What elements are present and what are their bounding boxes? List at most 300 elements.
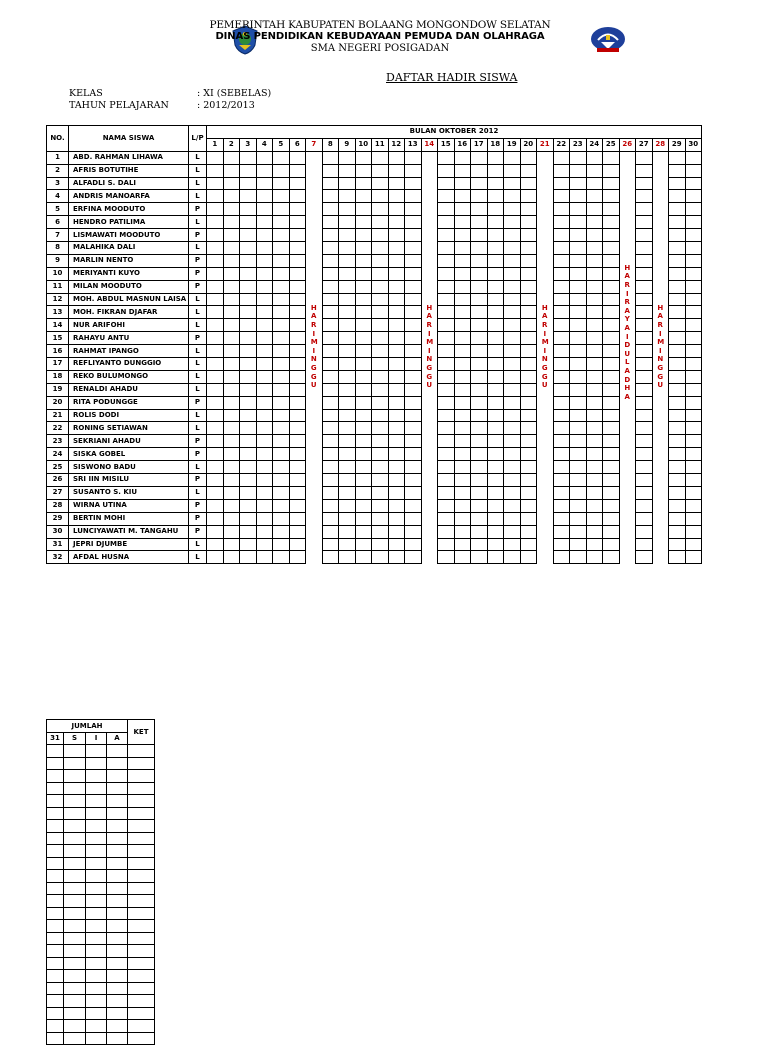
attendance-cell[interactable] (207, 254, 224, 267)
attendance-cell[interactable] (405, 422, 422, 435)
attendance-cell[interactable] (240, 345, 257, 358)
attendance-cell[interactable] (405, 525, 422, 538)
attendance-cell[interactable] (636, 332, 653, 345)
attendance-cell[interactable] (289, 280, 306, 293)
attendance-cell[interactable] (471, 370, 488, 383)
attendance-cell[interactable] (520, 151, 537, 164)
attendance-cell[interactable] (339, 499, 356, 512)
attendance-cell[interactable] (223, 190, 240, 203)
attendance-cell[interactable] (322, 293, 339, 306)
attendance-cell[interactable] (636, 358, 653, 371)
attendance-cell[interactable] (685, 525, 702, 538)
attendance-cell[interactable] (240, 512, 257, 525)
attendance-cell[interactable] (553, 177, 570, 190)
attendance-cell[interactable] (669, 512, 686, 525)
attendance-cell[interactable] (322, 332, 339, 345)
attendance-cell[interactable] (289, 177, 306, 190)
summary-cell[interactable] (128, 907, 155, 920)
attendance-cell[interactable] (487, 512, 504, 525)
attendance-cell[interactable] (388, 538, 405, 551)
attendance-cell[interactable] (405, 190, 422, 203)
attendance-cell[interactable] (405, 177, 422, 190)
attendance-cell[interactable] (636, 370, 653, 383)
attendance-cell[interactable] (504, 474, 521, 487)
attendance-cell[interactable] (553, 319, 570, 332)
attendance-cell[interactable] (405, 306, 422, 319)
attendance-cell[interactable] (487, 525, 504, 538)
summary-cell[interactable] (107, 1032, 128, 1045)
attendance-cell[interactable] (603, 177, 620, 190)
attendance-cell[interactable] (471, 164, 488, 177)
attendance-cell[interactable] (355, 190, 372, 203)
attendance-cell[interactable] (240, 422, 257, 435)
attendance-cell[interactable] (454, 474, 471, 487)
attendance-cell[interactable] (372, 486, 389, 499)
summary-cell[interactable] (47, 907, 64, 920)
attendance-cell[interactable] (388, 164, 405, 177)
attendance-cell[interactable] (207, 151, 224, 164)
attendance-cell[interactable] (471, 474, 488, 487)
attendance-cell[interactable] (339, 383, 356, 396)
attendance-cell[interactable] (273, 409, 290, 422)
attendance-cell[interactable] (223, 216, 240, 229)
attendance-cell[interactable] (289, 293, 306, 306)
attendance-cell[interactable] (339, 409, 356, 422)
attendance-cell[interactable] (405, 164, 422, 177)
attendance-cell[interactable] (372, 409, 389, 422)
attendance-cell[interactable] (438, 319, 455, 332)
attendance-cell[interactable] (273, 151, 290, 164)
attendance-cell[interactable] (504, 293, 521, 306)
attendance-cell[interactable] (454, 358, 471, 371)
attendance-cell[interactable] (504, 435, 521, 448)
attendance-cell[interactable] (586, 190, 603, 203)
attendance-cell[interactable] (256, 512, 273, 525)
attendance-cell[interactable] (207, 306, 224, 319)
attendance-cell[interactable] (603, 267, 620, 280)
summary-cell[interactable] (128, 970, 155, 983)
attendance-cell[interactable] (256, 422, 273, 435)
attendance-cell[interactable] (586, 538, 603, 551)
attendance-cell[interactable] (405, 370, 422, 383)
attendance-cell[interactable] (685, 177, 702, 190)
summary-cell[interactable] (64, 770, 86, 783)
attendance-cell[interactable] (669, 151, 686, 164)
attendance-cell[interactable] (289, 551, 306, 564)
attendance-cell[interactable] (240, 190, 257, 203)
attendance-cell[interactable] (520, 177, 537, 190)
attendance-cell[interactable] (471, 293, 488, 306)
attendance-cell[interactable] (223, 461, 240, 474)
attendance-cell[interactable] (603, 229, 620, 242)
attendance-cell[interactable] (586, 486, 603, 499)
attendance-cell[interactable] (553, 525, 570, 538)
summary-cell[interactable] (128, 920, 155, 933)
attendance-cell[interactable] (339, 474, 356, 487)
attendance-cell[interactable] (355, 254, 372, 267)
attendance-cell[interactable] (256, 538, 273, 551)
attendance-cell[interactable] (471, 190, 488, 203)
attendance-cell[interactable] (669, 370, 686, 383)
attendance-cell[interactable] (669, 164, 686, 177)
attendance-cell[interactable] (669, 280, 686, 293)
attendance-cell[interactable] (669, 499, 686, 512)
attendance-cell[interactable] (520, 422, 537, 435)
attendance-cell[interactable] (586, 409, 603, 422)
summary-cell[interactable] (64, 970, 86, 983)
attendance-cell[interactable] (553, 151, 570, 164)
attendance-cell[interactable] (471, 538, 488, 551)
attendance-cell[interactable] (289, 151, 306, 164)
attendance-cell[interactable] (240, 280, 257, 293)
attendance-cell[interactable] (355, 151, 372, 164)
attendance-cell[interactable] (405, 319, 422, 332)
attendance-cell[interactable] (553, 499, 570, 512)
attendance-cell[interactable] (223, 293, 240, 306)
attendance-cell[interactable] (388, 280, 405, 293)
attendance-cell[interactable] (586, 422, 603, 435)
attendance-cell[interactable] (372, 538, 389, 551)
attendance-cell[interactable] (570, 203, 587, 216)
attendance-cell[interactable] (636, 216, 653, 229)
attendance-cell[interactable] (438, 383, 455, 396)
attendance-cell[interactable] (504, 370, 521, 383)
attendance-cell[interactable] (520, 293, 537, 306)
attendance-cell[interactable] (388, 435, 405, 448)
attendance-cell[interactable] (273, 332, 290, 345)
attendance-cell[interactable] (471, 409, 488, 422)
summary-cell[interactable] (128, 857, 155, 870)
attendance-cell[interactable] (487, 486, 504, 499)
summary-cell[interactable] (47, 832, 64, 845)
attendance-cell[interactable] (339, 435, 356, 448)
attendance-cell[interactable] (636, 190, 653, 203)
attendance-cell[interactable] (487, 383, 504, 396)
attendance-cell[interactable] (405, 538, 422, 551)
attendance-cell[interactable] (256, 267, 273, 280)
attendance-cell[interactable] (454, 499, 471, 512)
attendance-cell[interactable] (355, 177, 372, 190)
attendance-cell[interactable] (570, 525, 587, 538)
attendance-cell[interactable] (339, 486, 356, 499)
attendance-cell[interactable] (240, 151, 257, 164)
attendance-cell[interactable] (570, 474, 587, 487)
attendance-cell[interactable] (471, 242, 488, 255)
attendance-cell[interactable] (636, 525, 653, 538)
attendance-cell[interactable] (471, 461, 488, 474)
attendance-cell[interactable] (586, 164, 603, 177)
summary-cell[interactable] (86, 932, 107, 945)
attendance-cell[interactable] (553, 396, 570, 409)
attendance-cell[interactable] (273, 448, 290, 461)
attendance-cell[interactable] (570, 242, 587, 255)
attendance-cell[interactable] (339, 242, 356, 255)
attendance-cell[interactable] (405, 461, 422, 474)
attendance-cell[interactable] (669, 319, 686, 332)
attendance-cell[interactable] (603, 461, 620, 474)
attendance-cell[interactable] (355, 435, 372, 448)
attendance-cell[interactable] (520, 499, 537, 512)
summary-cell[interactable] (128, 832, 155, 845)
attendance-cell[interactable] (273, 512, 290, 525)
attendance-cell[interactable] (570, 332, 587, 345)
attendance-cell[interactable] (520, 409, 537, 422)
attendance-cell[interactable] (669, 190, 686, 203)
attendance-cell[interactable] (405, 242, 422, 255)
attendance-cell[interactable] (372, 525, 389, 538)
attendance-cell[interactable] (487, 358, 504, 371)
attendance-cell[interactable] (685, 190, 702, 203)
attendance-cell[interactable] (355, 216, 372, 229)
attendance-cell[interactable] (388, 242, 405, 255)
attendance-cell[interactable] (438, 409, 455, 422)
summary-cell[interactable] (128, 957, 155, 970)
attendance-cell[interactable] (355, 396, 372, 409)
attendance-cell[interactable] (223, 409, 240, 422)
attendance-cell[interactable] (388, 512, 405, 525)
attendance-cell[interactable] (289, 370, 306, 383)
summary-cell[interactable] (128, 757, 155, 770)
attendance-cell[interactable] (504, 306, 521, 319)
attendance-cell[interactable] (388, 177, 405, 190)
attendance-cell[interactable] (355, 242, 372, 255)
attendance-cell[interactable] (256, 551, 273, 564)
summary-cell[interactable] (64, 957, 86, 970)
attendance-cell[interactable] (487, 254, 504, 267)
attendance-cell[interactable] (223, 267, 240, 280)
attendance-cell[interactable] (586, 151, 603, 164)
attendance-cell[interactable] (322, 151, 339, 164)
attendance-cell[interactable] (256, 370, 273, 383)
attendance-cell[interactable] (223, 383, 240, 396)
attendance-cell[interactable] (223, 396, 240, 409)
attendance-cell[interactable] (322, 164, 339, 177)
attendance-cell[interactable] (223, 525, 240, 538)
attendance-cell[interactable] (487, 280, 504, 293)
attendance-cell[interactable] (438, 461, 455, 474)
summary-cell[interactable] (47, 995, 64, 1008)
attendance-cell[interactable] (586, 229, 603, 242)
attendance-cell[interactable] (438, 422, 455, 435)
attendance-cell[interactable] (240, 293, 257, 306)
attendance-cell[interactable] (240, 525, 257, 538)
attendance-cell[interactable] (372, 435, 389, 448)
attendance-cell[interactable] (553, 512, 570, 525)
attendance-cell[interactable] (405, 551, 422, 564)
attendance-cell[interactable] (322, 370, 339, 383)
attendance-cell[interactable] (405, 203, 422, 216)
attendance-cell[interactable] (438, 203, 455, 216)
attendance-cell[interactable] (603, 293, 620, 306)
attendance-cell[interactable] (372, 332, 389, 345)
attendance-cell[interactable] (487, 203, 504, 216)
summary-cell[interactable] (86, 895, 107, 908)
summary-cell[interactable] (64, 932, 86, 945)
summary-cell[interactable] (64, 920, 86, 933)
attendance-cell[interactable] (405, 280, 422, 293)
attendance-cell[interactable] (520, 345, 537, 358)
attendance-cell[interactable] (273, 474, 290, 487)
attendance-cell[interactable] (223, 254, 240, 267)
summary-cell[interactable] (64, 895, 86, 908)
attendance-cell[interactable] (454, 190, 471, 203)
attendance-cell[interactable] (603, 370, 620, 383)
summary-cell[interactable] (86, 995, 107, 1008)
attendance-cell[interactable] (636, 203, 653, 216)
attendance-cell[interactable] (240, 242, 257, 255)
attendance-cell[interactable] (289, 345, 306, 358)
summary-cell[interactable] (128, 1032, 155, 1045)
attendance-cell[interactable] (405, 486, 422, 499)
attendance-cell[interactable] (570, 512, 587, 525)
attendance-cell[interactable] (603, 164, 620, 177)
attendance-cell[interactable] (388, 151, 405, 164)
summary-cell[interactable] (128, 982, 155, 995)
summary-cell[interactable] (128, 1007, 155, 1020)
attendance-cell[interactable] (454, 551, 471, 564)
attendance-cell[interactable] (636, 267, 653, 280)
attendance-cell[interactable] (586, 551, 603, 564)
attendance-cell[interactable] (438, 332, 455, 345)
summary-cell[interactable] (107, 895, 128, 908)
attendance-cell[interactable] (504, 422, 521, 435)
attendance-cell[interactable] (388, 474, 405, 487)
attendance-cell[interactable] (405, 151, 422, 164)
attendance-cell[interactable] (454, 461, 471, 474)
attendance-cell[interactable] (223, 203, 240, 216)
attendance-cell[interactable] (553, 551, 570, 564)
attendance-cell[interactable] (339, 525, 356, 538)
attendance-cell[interactable] (322, 551, 339, 564)
attendance-cell[interactable] (636, 383, 653, 396)
summary-cell[interactable] (107, 1020, 128, 1033)
attendance-cell[interactable] (256, 254, 273, 267)
attendance-cell[interactable] (471, 512, 488, 525)
summary-cell[interactable] (128, 1020, 155, 1033)
attendance-cell[interactable] (553, 216, 570, 229)
attendance-cell[interactable] (487, 164, 504, 177)
attendance-cell[interactable] (438, 177, 455, 190)
attendance-cell[interactable] (256, 332, 273, 345)
attendance-cell[interactable] (223, 448, 240, 461)
attendance-cell[interactable] (388, 319, 405, 332)
attendance-cell[interactable] (322, 358, 339, 371)
attendance-cell[interactable] (570, 448, 587, 461)
attendance-cell[interactable] (273, 396, 290, 409)
summary-cell[interactable] (64, 1020, 86, 1033)
attendance-cell[interactable] (207, 242, 224, 255)
attendance-cell[interactable] (553, 422, 570, 435)
attendance-cell[interactable] (487, 306, 504, 319)
attendance-cell[interactable] (372, 254, 389, 267)
attendance-cell[interactable] (388, 551, 405, 564)
attendance-cell[interactable] (520, 216, 537, 229)
attendance-cell[interactable] (405, 396, 422, 409)
attendance-cell[interactable] (603, 345, 620, 358)
attendance-cell[interactable] (372, 499, 389, 512)
attendance-cell[interactable] (207, 164, 224, 177)
attendance-cell[interactable] (322, 267, 339, 280)
attendance-cell[interactable] (603, 512, 620, 525)
attendance-cell[interactable] (586, 448, 603, 461)
attendance-cell[interactable] (570, 461, 587, 474)
attendance-cell[interactable] (372, 267, 389, 280)
attendance-cell[interactable] (372, 229, 389, 242)
attendance-cell[interactable] (256, 293, 273, 306)
attendance-cell[interactable] (504, 409, 521, 422)
attendance-cell[interactable] (240, 203, 257, 216)
attendance-cell[interactable] (553, 486, 570, 499)
attendance-cell[interactable] (223, 164, 240, 177)
attendance-cell[interactable] (240, 499, 257, 512)
attendance-cell[interactable] (355, 409, 372, 422)
summary-cell[interactable] (47, 932, 64, 945)
attendance-cell[interactable] (223, 435, 240, 448)
summary-cell[interactable] (64, 745, 86, 758)
summary-cell[interactable] (107, 982, 128, 995)
attendance-cell[interactable] (669, 461, 686, 474)
attendance-cell[interactable] (256, 358, 273, 371)
attendance-cell[interactable] (570, 306, 587, 319)
attendance-cell[interactable] (685, 499, 702, 512)
attendance-cell[interactable] (223, 280, 240, 293)
attendance-cell[interactable] (438, 435, 455, 448)
summary-cell[interactable] (86, 807, 107, 820)
attendance-cell[interactable] (603, 422, 620, 435)
attendance-cell[interactable] (207, 525, 224, 538)
summary-cell[interactable] (47, 857, 64, 870)
attendance-cell[interactable] (586, 461, 603, 474)
attendance-cell[interactable] (603, 216, 620, 229)
attendance-cell[interactable] (372, 512, 389, 525)
attendance-cell[interactable] (438, 216, 455, 229)
attendance-cell[interactable] (273, 435, 290, 448)
attendance-cell[interactable] (223, 319, 240, 332)
attendance-cell[interactable] (586, 177, 603, 190)
attendance-cell[interactable] (256, 409, 273, 422)
attendance-cell[interactable] (388, 499, 405, 512)
attendance-cell[interactable] (603, 448, 620, 461)
attendance-cell[interactable] (685, 512, 702, 525)
attendance-cell[interactable] (685, 267, 702, 280)
attendance-cell[interactable] (372, 345, 389, 358)
attendance-cell[interactable] (256, 383, 273, 396)
attendance-cell[interactable] (570, 151, 587, 164)
attendance-cell[interactable] (273, 525, 290, 538)
attendance-cell[interactable] (289, 461, 306, 474)
attendance-cell[interactable] (570, 370, 587, 383)
attendance-cell[interactable] (273, 370, 290, 383)
attendance-cell[interactable] (685, 254, 702, 267)
attendance-cell[interactable] (355, 370, 372, 383)
attendance-cell[interactable] (405, 345, 422, 358)
attendance-cell[interactable] (289, 538, 306, 551)
summary-cell[interactable] (86, 745, 107, 758)
attendance-cell[interactable] (339, 293, 356, 306)
attendance-cell[interactable] (553, 190, 570, 203)
attendance-cell[interactable] (207, 332, 224, 345)
summary-cell[interactable] (47, 820, 64, 833)
attendance-cell[interactable] (289, 512, 306, 525)
attendance-cell[interactable] (636, 474, 653, 487)
summary-cell[interactable] (64, 1032, 86, 1045)
attendance-cell[interactable] (289, 448, 306, 461)
summary-cell[interactable] (86, 845, 107, 858)
attendance-cell[interactable] (504, 486, 521, 499)
summary-cell[interactable] (47, 957, 64, 970)
attendance-cell[interactable] (504, 396, 521, 409)
summary-cell[interactable] (128, 782, 155, 795)
